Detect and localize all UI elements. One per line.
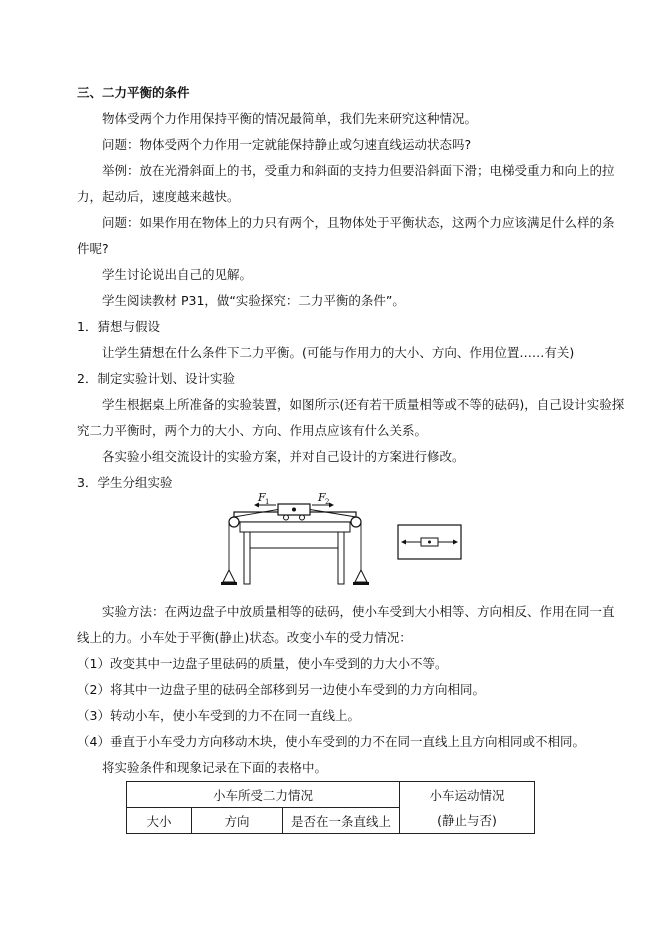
table-col-size: 大小 (127, 808, 192, 834)
paragraph: 学生讨论说出自己的见解。 (102, 267, 253, 282)
experiment-apparatus-figure (220, 490, 370, 590)
paragraph: 力，起动后，速度越来越快。 (77, 189, 240, 204)
list-item: （4）垂直于小车受力方向移动木块，使小车受到的力不在同一直线上且方向相同或不相同。 (77, 734, 585, 749)
force-subscript-f2: 2 (325, 498, 330, 506)
paragraph: 举例：放在光滑斜面上的书，受重力和斜面的支持力但要沿斜面下滑；电梯受重力和向上的拉 (102, 163, 615, 178)
subheading: 1．猜想与假设 (77, 319, 160, 334)
paragraph: 各实验小组交流设计的实验方案，并对自己设计的方案进行修改。 (102, 449, 465, 464)
subheading: 2．制定实验计划、设计实验 (77, 371, 235, 386)
list-item: （3）转动小车，使小车受到的力不在同一直线上。 (77, 708, 360, 723)
table-col-motion-note: (静止与否) (400, 808, 535, 834)
force-subscript-f1: 1 (265, 498, 270, 506)
record-table (126, 781, 535, 834)
force-label-f1: F (258, 491, 266, 504)
paragraph: 件呢? (77, 241, 109, 256)
paragraph: 将实验条件和现象记录在下面的表格中。 (102, 760, 328, 775)
section-title: 三、二力平衡的条件 (77, 85, 190, 100)
paragraph: 究二力平衡时，两个力的大小、方向、作用点应该有什么关系。 (77, 423, 428, 438)
paragraph: 问题：如果作用在物体上的力只有两个，且物体处于平衡状态，这两个力应该满足什么样的条 (102, 215, 615, 230)
table-header-motion: 小车运动情况 (400, 782, 535, 808)
table-col-direction: 方向 (192, 808, 283, 834)
list-item: （1）改变其中一边盘子里砝码的质量，使小车受到的力大小不等。 (77, 656, 448, 671)
paragraph: 线上的力。小车处于平衡(静止)状态。改变小车的受力情况： (77, 630, 412, 645)
paragraph: 学生阅读教材 P31，做“实验探究：二力平衡的条件”。 (102, 293, 405, 308)
table-col-line: 是否在一条直线上 (283, 808, 400, 834)
paragraph: 问题：物体受两个力作用一定就能保持静止或匀速直线运动状态吗? (102, 137, 472, 152)
paragraph: 实验方法：在两边盘子中放质量相等的砝码，使小车受到大小相等、方向相反、作用在同一直 (102, 604, 615, 619)
paragraph: 学生根据桌上所准备的实验装置，如图所示(还有若干质量相等或不等的砝码)，自己设计实验探 (102, 397, 625, 412)
top-view-figure (397, 524, 462, 560)
subheading: 3．学生分组实验 (77, 475, 173, 490)
list-item: （2）将其中一边盘子里的砝码全部移到另一边使小车受到的力方向相同。 (77, 682, 485, 697)
paragraph: 让学生猜想在什么条件下二力平衡。(可能与作用力的大小、方向、作用位置……有关) (102, 345, 575, 360)
table-header-forces: 小车所受二力情况 (127, 782, 400, 808)
paragraph: 物体受两个力作用保持平衡的情况最简单，我们先来研究这种情况。 (102, 111, 478, 126)
force-label-f2: F (318, 491, 326, 504)
